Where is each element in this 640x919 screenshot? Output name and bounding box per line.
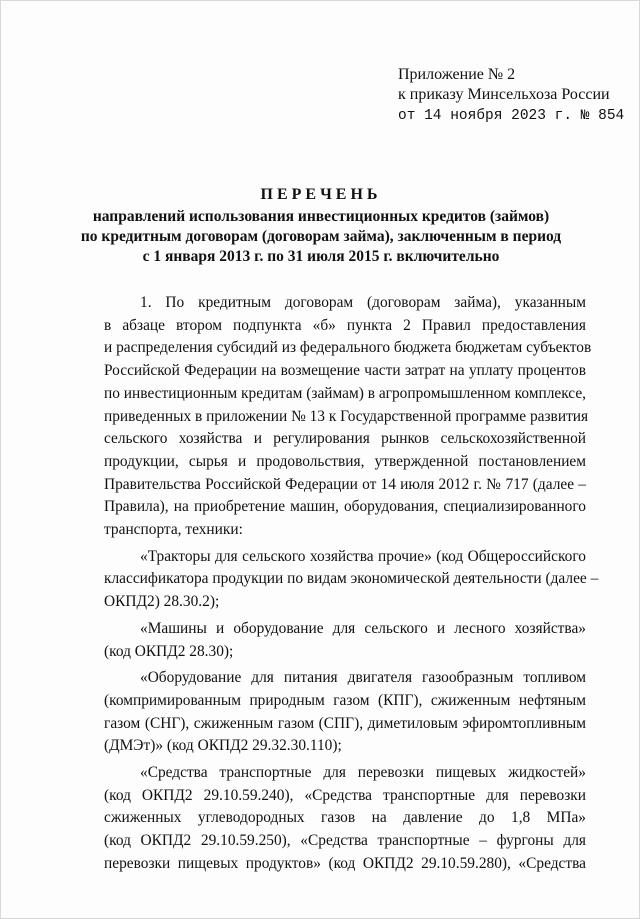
paragraph-line: Российской Федерации на возмещение части затрат на уплату процентов	[104, 362, 586, 380]
paragraph	[104, 667, 586, 758]
paragraph-line: перевозки пищевых продуктов» (код ОКПД2 29.10.59.280), «Средства	[104, 854, 586, 872]
paragraph-line: 1. По кредитным договорам (договорам займа), указанным	[140, 294, 586, 311]
title-line: направлений использования инвестиционных кредитов (займов)	[92, 208, 550, 225]
title-heading: ПЕРЕЧЕНЬ	[260, 186, 382, 203]
document-title	[61, 185, 581, 267]
paragraph-line: сжиженных углеводородных газов на давление до 1,8 МПа»	[104, 809, 586, 827]
paragraph-line: (ДМЭт)» (код ОКПД2 29.32.30.110);	[104, 737, 342, 755]
title-line: с 1 января 2013 г. по 31 июля 2015 г. включительно	[142, 248, 500, 265]
appendix-date-value: 14 ноября 2023 г. № 854	[424, 108, 625, 124]
paragraph	[104, 292, 592, 542]
paragraph-line: «Оборудование для питания двигателя газообразным топливом	[140, 669, 586, 687]
paragraph-line: в абзаце втором подпункта «б» пункта 2 Правил предоставления	[104, 316, 586, 334]
paragraph-line: (код ОКПД2 29.10.59.250), «Средства транспортные – фургоны для	[104, 832, 586, 850]
title-line: по кредитным договорам (договорам займа), заключенным в период	[80, 228, 562, 245]
paragraph-line: Правительства Российской Федерации от 14 июля 2012 г. № 717 (далее –	[104, 475, 586, 493]
paragraph	[104, 762, 586, 876]
paragraph-line: «Тракторы для сельского хозяйства прочие» (код Общероссийского	[140, 547, 586, 565]
paragraph-line: приведенных в приложении № 13 к Государственной программе развития	[104, 407, 589, 425]
paragraph-line: (код ОКПД2 29.10.59.240), «Средства транспортные для перевозки	[104, 786, 586, 804]
paragraph-line: (код ОКПД2 28.30);	[104, 642, 234, 660]
paragraph-line: «Средства транспортные для перевозки пищевых жидкостей»	[140, 764, 586, 782]
appendix-order-ref: к приказу Минсельхоза России	[398, 86, 610, 103]
document-body	[104, 292, 599, 876]
paragraph-line: классификатора продукции по видам экономической деятельности (далее –	[104, 570, 599, 588]
paragraph-line: (компримированным природным газом (КПГ), сжиженным нефтяным	[104, 691, 586, 709]
paragraph-line: и распределения субсидий из федерального бюджета бюджетам субъектов	[104, 339, 592, 357]
paragraph	[104, 618, 586, 663]
paragraph-line: ОКПД2) 28.30.2);	[104, 593, 220, 611]
paragraph-line: «Машины и оборудование для сельского и лесного хозяйства»	[140, 619, 586, 637]
paragraph-line: транспорта, техники:	[104, 521, 243, 539]
appendix-number: Приложение № 2	[398, 66, 516, 83]
appendix-date-line	[398, 105, 624, 126]
paragraph-line: сельского хозяйства и регулирования рынков сельскохозяйственной	[104, 430, 586, 448]
paragraph-line: по инвестиционным кредитам (займам) в агропромышленном комплексе,	[104, 384, 586, 402]
paragraph-line: продукции, сырья и продовольствия, утвержденной постановлением	[104, 452, 586, 470]
appendix-date-prefix: от	[398, 108, 425, 124]
paragraph	[104, 546, 599, 614]
appendix-reference	[398, 65, 624, 126]
paragraph-line: газом (СНГ), сжиженным газом (СПГ), диметиловым эфиромтопливным	[104, 714, 586, 732]
paragraph-line: Правила), на приобретение машин, оборудования, специализированного	[104, 498, 586, 516]
